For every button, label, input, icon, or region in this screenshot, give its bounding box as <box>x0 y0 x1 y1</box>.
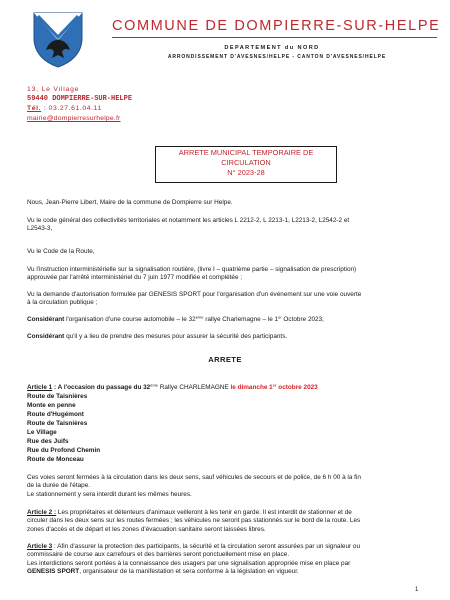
commune-title: COMMUNE DE DOMPIERRE-SUR-HELPE <box>112 18 441 34</box>
address-city: 59440 DOMPIERRE-SUR-HELPE <box>27 95 133 103</box>
paragraph-code-route: Vu le Code de la Route, <box>27 248 95 255</box>
title-underline <box>112 37 437 38</box>
decree-title-line2: CIRCULATION <box>221 158 271 167</box>
phone-number: : 03.27.61.04.11 <box>41 105 102 112</box>
decree-number: N° 2023-28 <box>227 168 265 177</box>
article-2: Article 2 : Les propriétaires et détenteurs d'animaux veilleront à les tenir en garde. Il est interdit de stationner et de circuler dans les deux sens sur les routes fermées ; les véhicules ne seront pas stationnés sur le bord de la route. Les zones d'accès et de départ et les zones d'évacuation sanitaire seront laissées libres. <box>27 509 361 533</box>
route-item: Route d'Hugémont <box>27 411 84 418</box>
route-item: Route de Taisnières <box>27 393 88 400</box>
route-item: Route de Monceau <box>27 456 84 463</box>
paragraph-considerant-course: Considérant l'organisation d'une course automobile – le 32ème rallye Charlemagne – le 1er Octobre 2023, <box>27 314 324 323</box>
paragraph-code-general: Vu le code général des collectivités territoriales et notamment les articles L 2212-2, L 2213-1, L2213-2, L2542-2 et L2543-3, <box>27 217 350 233</box>
route-item: Monte en penne <box>27 402 76 409</box>
decree-title-box <box>155 146 337 183</box>
route-item: Le Village <box>27 429 57 436</box>
paragraph-fermeture: Ces voies seront fermées à la circulation dans les deux sens, sauf véhicules de secours et de police, de 6 h 00 à la fin de la durée de l'étape. Le stationnement y sera interdit durant les mêmes heures. <box>27 474 361 498</box>
department-line: DEPARTEMENT du NORD <box>224 45 320 51</box>
coat-of-arms-eagle-icon <box>30 10 86 68</box>
address-phone <box>27 105 102 112</box>
article-1-intro: Article 1 : A l'occasion du passage du 32ème Rallye CHARLEMAGNE le dimanche 1er octobre 2023 <box>27 382 318 391</box>
route-item: Rue du Profond Chemin <box>27 447 101 454</box>
address-street: 13, Le Village <box>27 86 80 93</box>
phone-label: Tél. <box>27 105 42 112</box>
paragraph-considerant-securite: Considérant qu'il y a lieu de prendre des mesures pour assurer la sécurité des participants. <box>27 333 288 340</box>
address-email-link[interactable]: mairie@dompierresurhelpe.fr <box>27 115 121 122</box>
paragraph-demande: Vu la demande d'autorisation formulée par GENESIS SPORT pour l'organisation d'un événement sur une voie ouverte à la circulation publique ; <box>27 291 362 307</box>
page-number: 1 <box>415 587 419 593</box>
decree-title-line1: ARRETE MUNICIPAL TEMPORAIRE DE <box>178 148 314 157</box>
route-item: Route de Taisnières <box>27 420 88 427</box>
paragraph-instruction: Vu l'instruction interministérielle sur la signalisation routière, (livre I – quatrième partie – signalisation de prescription) approuvée par l'arrêté interministériel du 7 juin 1977 modifiée et complétée ; <box>27 266 357 282</box>
arrondissement-line: ARRONDISSEMENT D'AVESNES/HELPE - CANTON D'AVESNES/HELPE <box>167 54 387 60</box>
paragraph-mayor: Nous, Jean-Pierre Libert, Maire de la commune de Dompierre sur Helpe. <box>27 199 233 206</box>
arrete-heading: ARRETE <box>208 355 242 364</box>
route-item: Rue des Juifs <box>27 438 69 445</box>
article-3: Article 3 : Afin d'assurer la protection des participants, la sécurité et la circulation seront assurées par un signaleur ou commissaire de course aux carrefours et des barrières seront ponctuellement mise en place. Les interdictions seront portées à la connaissance des usagers par une signalisation appropriée mise en place par GENESIS SPORT, organisateur de la manifestation et sera conforme à la législation en vigueur. <box>27 543 361 576</box>
